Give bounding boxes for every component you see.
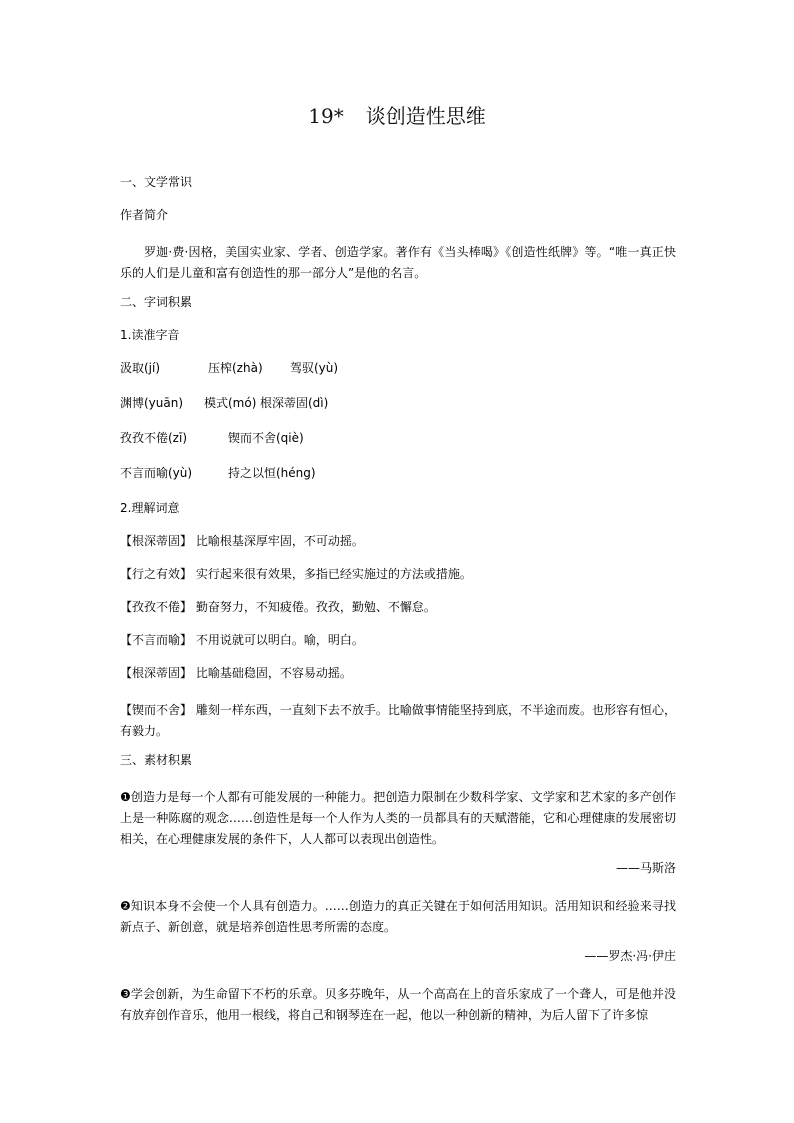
material-item: ❶创造力是每一个人都有可能发展的一种能力。把创造力限制在少数科学家、文学家和艺术家的多产创作上是一种陈腐的观念……创造性是每一个人作为人类的一员都具有的天赋潜能，它和心理健康的发展密切相关，在心理健康发展的条件下，人人都可以表现出创造性。 [120, 790, 676, 846]
term-def: 比喻根基深厚牢固，不可动摇。 [195, 534, 364, 548]
author-intro-heading: 作者简介 [120, 208, 169, 222]
pinyin-word: 锲而不舍(qiè) [228, 431, 304, 445]
pinyin-word: 持之以恒(héng) [228, 466, 316, 480]
term-definition [120, 667, 676, 679]
term-definition [120, 601, 676, 613]
pronunciation-heading: 1.读准字音 [120, 328, 180, 342]
section-heading-literature: 一、文学常识 [120, 175, 193, 189]
term-def: 比喻基础稳固，不容易动摇。 [195, 666, 352, 680]
term-definition [120, 634, 676, 646]
pinyin-word: 根深蒂固(dì) [260, 396, 329, 410]
material-item: ❷知识本身不会使一个人具有创造力。……创造力的真正关键在于如何活用知识。活用知识和经验来寻找新点子、新创意，就是培养创造性思考所需的态度。 [120, 899, 676, 934]
lesson-title: 谈创造性思维 [365, 104, 486, 128]
pinyin-word: 压榨(zhà) [208, 361, 263, 375]
pinyin-word: 孜孜不倦(zī) [120, 431, 187, 445]
pinyin-row [120, 432, 676, 444]
author-intro-paragraph: 罗迦·费·因格，美国实业家、学者、创造学家。著作有《当头棒喝》《创造性纸牌》等。“唯一真正快乐的人们是儿童和富有创造性的那一部分人”是他的名言。 [120, 245, 676, 280]
pinyin-row [120, 397, 676, 409]
term-def: 雕刻一样东西，一直刻下去不放手。比喻做事情能坚持到底，不半途而废。也形容有恒心，有毅力。 [120, 703, 676, 738]
term-definition [120, 700, 676, 742]
section-heading-material: 三、素材积累 [120, 753, 193, 767]
pinyin-word: 汲取(jí) [120, 361, 161, 375]
term-def: 实行起来很有效果，多指已经实施过的方法或措施。 [195, 567, 472, 581]
meaning-heading: 2.理解词意 [120, 501, 180, 515]
material-source: ——马斯洛 [615, 861, 676, 875]
pinyin-row [120, 467, 676, 479]
term-key: 【行之有效】 [120, 567, 193, 581]
term-key: 【锲而不舍】 [120, 703, 193, 717]
page-title [0, 100, 794, 129]
term-def: 不用说就可以明白。喻，明白。 [195, 633, 364, 647]
document-body [120, 176, 676, 1038]
material-item: ❸学会创新，为生命留下不朽的乐章。贝多芬晚年，从一个高高在上的音乐家成了一个聋人，可是他并没有放弃创作音乐，他用一根线，将自己和钢琴连在一起，他以一种创新的精神，为后人留下了许多惊 [120, 987, 676, 1022]
material-source: ——罗杰·冯·伊庄 [584, 949, 676, 963]
term-key: 【孜孜不倦】 [120, 600, 193, 614]
pinyin-word: 不言而喻(yù) [120, 466, 193, 480]
term-key: 【根深蒂固】 [120, 666, 193, 680]
pinyin-word: 驾驭(yù) [290, 361, 339, 375]
term-definition [120, 535, 676, 547]
lesson-number: 19* [308, 104, 344, 128]
pinyin-word: 渊博(yuān) [120, 396, 184, 410]
pinyin-word: 模式(mó) [204, 396, 257, 410]
pinyin-row [120, 362, 676, 374]
term-key: 【不言而喻】 [120, 633, 193, 647]
section-heading-vocabulary: 二、字词积累 [120, 295, 193, 309]
term-definition [120, 568, 676, 580]
term-key: 【根深蒂固】 [120, 534, 193, 548]
term-def: 勤奋努力，不知疲倦。孜孜，勤勉、不懈怠。 [195, 600, 436, 614]
